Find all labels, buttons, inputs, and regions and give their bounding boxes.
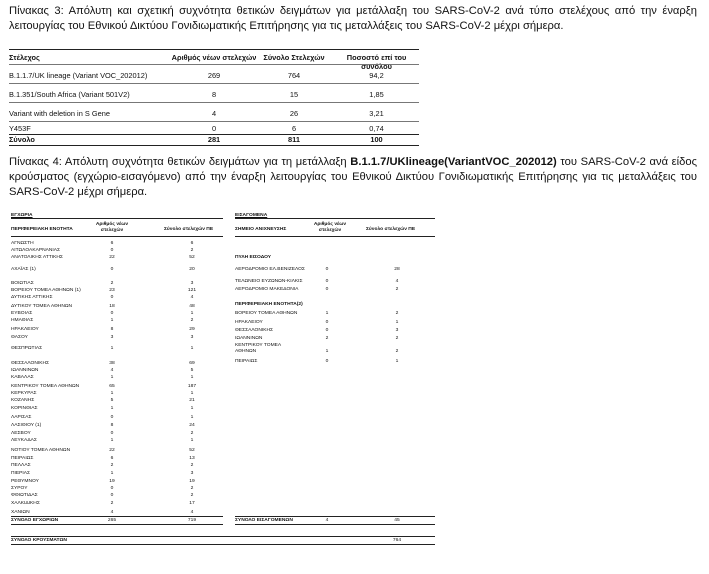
total-count: 121 (187, 288, 197, 293)
new-count: 0 (325, 267, 329, 272)
region-name: ΧΑΝΙΩΝ (11, 510, 30, 515)
header-total-strains: Σύνολο Στελεχών (263, 53, 325, 62)
total-count: 28 (394, 267, 400, 272)
total-count: 2 (190, 248, 194, 253)
region-title: ΠΕΡΙΦΕΡΕΙΑΚΗ ΕΝΟΤΗΤΑ(2) (235, 302, 303, 307)
domestic-total-new: 265 (107, 518, 117, 523)
new-count: 1 (325, 349, 329, 354)
domestic-top-rule (11, 218, 223, 219)
region-name: ΛΕΥΚΑΔΑΣ (11, 438, 37, 443)
total-count: 1 (395, 359, 399, 364)
new-count: 0 (325, 359, 329, 364)
total-count: 187 (187, 384, 197, 389)
total-count: 2 (395, 336, 399, 341)
new-count: 4 (110, 368, 114, 373)
header-new-strains: Αριθμός νέων στελεχών (313, 222, 347, 233)
imported-total-strains: 45 (394, 518, 400, 523)
total-count: 52 (189, 448, 195, 453)
region-name: ΚΟΡΙΝΘΙΑΣ (11, 406, 38, 411)
new-count: 0 (110, 267, 114, 272)
new-count: 38 (109, 361, 115, 366)
new-count: 2 (110, 501, 114, 506)
total-count: 6 (190, 241, 194, 246)
new-count: 1 (110, 346, 114, 351)
new-count: 1 (110, 318, 114, 323)
total-count: 2 (395, 287, 399, 292)
new-count: 0 (110, 311, 114, 316)
region-name: ΚΕΝΤΡΙΚΟΥ ΤΟΜΕΑ ΑΘΗΝΩΝ (11, 384, 80, 389)
total-percentage: 100 (370, 135, 383, 144)
total-count: 21 (189, 398, 195, 403)
percentage: 94,2 (369, 71, 384, 80)
new-count: 8 (110, 327, 114, 332)
domestic-bottom-rule (11, 524, 223, 525)
header-total-strains: Σύνολο στελεχών ΠΕ (366, 227, 416, 232)
region-name: ΚΕΝΤΡΙΚΟΥ ΤΟΜΕΑ ΑΘΗΝΩΝ (235, 343, 281, 354)
caption-text-end: του SARS-CoV-2 ανά είδος κρούσματος (εγχώριο-εισαγόμενο) από την έναρξη λειτουργίας του Εθνικού Δικτύου Γονιδιωματικής Επιτήρησης για τις μεταλλάξεις του SARS-CoV-2 μέχρι σήμερα. (9, 156, 697, 198)
new-count: 22 (109, 448, 115, 453)
total-count: 48 (189, 304, 195, 309)
domestic-total-strains: 719 (187, 518, 197, 523)
region-name: ΒΟΡΕΙΟΥ ΤΟΜΕΑ ΑΘΗΝΩΝ (235, 311, 298, 316)
new-count: 1 (110, 375, 114, 380)
region-name: ΠΕΙΡΑΙΩΣ (11, 456, 34, 461)
total-count: 1 (190, 438, 194, 443)
region-name: ΧΑΛΚΙΔΙΚΗΣ (11, 501, 40, 506)
new-count: 1 (110, 471, 114, 476)
region-name: ΛΑΡΙΣΑΣ (11, 415, 32, 420)
new-count: 0 (211, 124, 217, 133)
region-name: ΑΓΝΩΣΤΗ (11, 241, 34, 246)
region-name: ΠΕΙΡΑΙΩΣ (235, 359, 258, 364)
region-name: ΣΥΡΟΥ (11, 486, 28, 491)
region-name: ΗΜΑΘΙΑΣ (11, 318, 34, 323)
imported-top-rule (235, 218, 435, 219)
region-name: ΛΑΣΙΘΙΟΥ (1) (11, 423, 42, 428)
total-count: 3 (190, 471, 194, 476)
header-strain: Στέλεχος (9, 53, 40, 62)
new-count: 2 (325, 336, 329, 341)
region-name: ΦΘΙΩΤΙΔΑΣ (11, 493, 38, 498)
total-count: 1 (395, 320, 399, 325)
new-count: 0 (325, 320, 329, 325)
total-count: 4 (190, 510, 194, 515)
new-count: 5 (110, 398, 114, 403)
total-count: 1 (190, 346, 194, 351)
grand-total-value: 764 (392, 538, 402, 543)
region-name: ΘΕΣΣΑΛΟΝΙΚΗΣ (11, 361, 50, 366)
header-total-strains: Σύνολο στελεχών ΠΕ (164, 227, 214, 232)
region-name: ΝΟΤΙΟΥ ΤΟΜΕΑ ΑΘΗΝΩΝ (11, 448, 71, 453)
total-count: 20 (189, 267, 195, 272)
gate-name: ΑΕΡΟΔΡΟΜΙΟ ΜΑΚΕΔΟΝΙΑ (235, 287, 299, 292)
region-name: ΡΕΘΥΜΝΟΥ (11, 479, 39, 484)
new-count: 18 (109, 304, 115, 309)
total-count: 13 (189, 456, 195, 461)
region-name: ΙΩΑΝΝΙΝΩΝ (235, 336, 263, 341)
new-count: 0 (110, 493, 114, 498)
total-count: 1 (190, 406, 194, 411)
region-name: ΘΕΣΣΑΛΟΝΙΚΗΣ (235, 328, 274, 333)
grand-total-bottom-rule (11, 544, 435, 545)
new-count: 0 (325, 328, 329, 333)
total-count: 6 (291, 124, 297, 133)
new-count: 0 (110, 248, 114, 253)
total-count: 2 (395, 349, 399, 354)
imported-total-new: 4 (325, 518, 329, 523)
new-count: 22 (109, 255, 115, 260)
total-count: 15 (289, 90, 299, 99)
gate-name: ΑΕΡΟΔΡΟΜΙΟ ΕΛ.ΒΕΝΙΖΕΛΟΣ (235, 267, 305, 272)
new-count: 8 (211, 90, 217, 99)
total-count: 2 (190, 431, 194, 436)
region-name: ΛΕΣΒΟΥ (11, 431, 31, 436)
gate-title: ΠΥΛΗ ΕΙΣΟΔΟΥ (235, 255, 272, 260)
region-name: ΒΟΡΕΙΟΥ ΤΟΜΕΑ ΑΘΗΝΩΝ (1) (11, 288, 81, 293)
region-name: ΘΕΣΠΡΩΤΙΑΣ (11, 346, 43, 351)
region-name: ΗΡΑΚΛΕΙΟΥ (11, 327, 39, 332)
new-count: 0 (110, 415, 114, 420)
imported-bottom-rule (235, 524, 435, 525)
table3-caption: Πίνακας 3: Απόλυτη και σχετική συχνότητα θετικών δειγμάτων για μετάλλαξη του SARS-CoV-2 ανά τύπο στελέχους από την έναρξη λειτουργίας του Εθνικού Δικτύου Γονιδιωματικής Επιτήρησης για τις μεταλλάξεις του SARS-CoV-2 μέχρι σήμερα. (9, 5, 697, 32)
grand-total-label: ΣΥΝΟΛΟ ΚΡΟΥΣΜΑΤΩΝ (11, 538, 67, 543)
new-count: 0 (325, 279, 329, 284)
domestic-header-rule (11, 236, 223, 237)
percentage: 3,21 (369, 109, 384, 118)
total-count: 24 (189, 423, 195, 428)
new-count: 4 (110, 510, 114, 515)
region-name: ΚΟΖΑΝΗΣ (11, 398, 35, 403)
new-count: 19 (109, 479, 115, 484)
new-count: 0 (110, 295, 114, 300)
strain-name: B.1.351/South Africa (Variant 501V2) (9, 90, 130, 99)
imported-total-label: ΣΥΝΟΛΟ ΕΙΣΑΓΟΜΕΝΩΝ (235, 518, 293, 523)
percentage: 0,74 (369, 124, 384, 133)
total-count: 1 (190, 415, 194, 420)
header-new-strains: Αριθμός νέων στελεχών (95, 222, 129, 233)
total-count: 52 (189, 255, 195, 260)
region-name: ΙΩΑΝΝΙΝΩΝ (11, 368, 39, 373)
domestic-total-label: ΣΥΝΟΛΟ ΕΓΧΩΡΙΩΝ (11, 518, 59, 523)
imported-header-rule (235, 236, 435, 237)
total-count: 26 (289, 109, 299, 118)
strain-name: B.1.1.7/UK lineage (Variant VOC_202012) (9, 71, 148, 80)
header-percentage: Ποσοστό επί του συνόλου (346, 53, 407, 71)
total-count: 2 (395, 311, 399, 316)
section-imported: ΕΙΣΑΓΟΜΕΝΑ (235, 213, 268, 218)
caption-text: Πίνακας 4: Απόλυτη συχνότητα θετικών δειγμάτων για τη μετάλλαξη (9, 156, 351, 168)
new-count: 0 (110, 486, 114, 491)
new-count: 2 (110, 281, 114, 286)
region-name: ΠΕΛΛΑΣ (11, 463, 31, 468)
section-domestic: ΕΓΧΩΡΙΑ (11, 213, 33, 218)
new-count: 1 (110, 406, 114, 411)
new-count: 1 (110, 438, 114, 443)
region-name: ΑΝΑΤΟΛΙΚΗΣ ΑΤΤΙΚΗΣ (11, 255, 63, 260)
region-name: ΚΑΒΑΛΑΣ (11, 375, 34, 380)
header-region: ΠΕΡΙΦΕΡΕΙΑΚΗ ΕΝΟΤΗΤΑ (11, 227, 73, 232)
percentage: 1,85 (369, 90, 384, 99)
strain-name: Variant with deletion in S Gene (9, 109, 110, 118)
region-name: ΔΥΤΙΚΗΣ ΑΤΤΙΚΗΣ (11, 295, 53, 300)
new-count: 3 (110, 335, 114, 340)
new-count: 4 (211, 109, 217, 118)
region-name: ΚΕΡΚΥΡΑΣ (11, 391, 37, 396)
total-strains: 811 (288, 135, 300, 144)
new-count: 8 (110, 423, 114, 428)
total-count: 69 (189, 361, 195, 366)
region-name: ΒΟΙΩΤΙΑΣ (11, 281, 34, 286)
new-count: 6 (110, 241, 114, 246)
new-count: 23 (109, 288, 115, 293)
new-count: 2 (110, 463, 114, 468)
total-count: 3 (190, 335, 194, 340)
region-name: ΠΙΕΡΙΑΣ (11, 471, 31, 476)
region-name: ΑΧΑΪΑΣ (1) (11, 267, 36, 272)
region-name: ΔΥΤΙΚΟΥ ΤΟΜΕΑ ΑΘΗΝΩΝ (11, 304, 73, 309)
total-count: 29 (189, 327, 195, 332)
total-count: 2 (190, 318, 194, 323)
total-count: 1 (190, 391, 194, 396)
total-count: 4 (395, 279, 399, 284)
total-count: 2 (190, 493, 194, 498)
region-name: ΕΥΒΟΙΑΣ (11, 311, 33, 316)
total-label: Σύνολο (9, 135, 35, 144)
new-count: 1 (325, 311, 329, 316)
total-count: 2 (190, 486, 194, 491)
new-count: 0 (325, 287, 329, 292)
new-count: 269 (207, 71, 221, 80)
total-count: 764 (287, 71, 301, 80)
total-count: 17 (189, 501, 195, 506)
new-count: 0 (110, 431, 114, 436)
total-count: 1 (190, 311, 194, 316)
strain-name: Y453F (9, 124, 31, 133)
total-new: 281 (207, 135, 221, 144)
total-count: 19 (189, 479, 195, 484)
total-count: 2 (190, 463, 194, 468)
header-detection-point: ΣΗΜΕΙΟ ΑΝΙΧΝΕΥΣΗΣ (235, 227, 287, 232)
region-name: ΑΙΤΩΛΟΑΚΑΡΝΑΝΙΑΣ (11, 248, 61, 253)
total-count: 3 (395, 328, 399, 333)
header-new-strains: Αριθμός νέων στελεχών (171, 53, 257, 62)
total-count: 3 (190, 281, 194, 286)
total-count: 4 (190, 295, 194, 300)
total-count: 1 (190, 375, 194, 380)
total-count: 5 (190, 368, 194, 373)
grand-total-top-rule (11, 536, 435, 537)
new-count: 6 (110, 456, 114, 461)
new-count: 1 (110, 391, 114, 396)
region-name: ΗΡΑΚΛΕΙΟΥ (235, 320, 263, 325)
gate-name: ΤΕΛΩΝΕΙΟ ΕΥΖΩΝΩΝ-ΚΙΛΚΙΣ (235, 279, 303, 284)
caption-variant: B.1.1.7/UKlineage(VariantVOC_202012) (350, 156, 557, 168)
region-name: ΘΑΣΟΥ (11, 335, 28, 340)
new-count: 65 (109, 384, 115, 389)
